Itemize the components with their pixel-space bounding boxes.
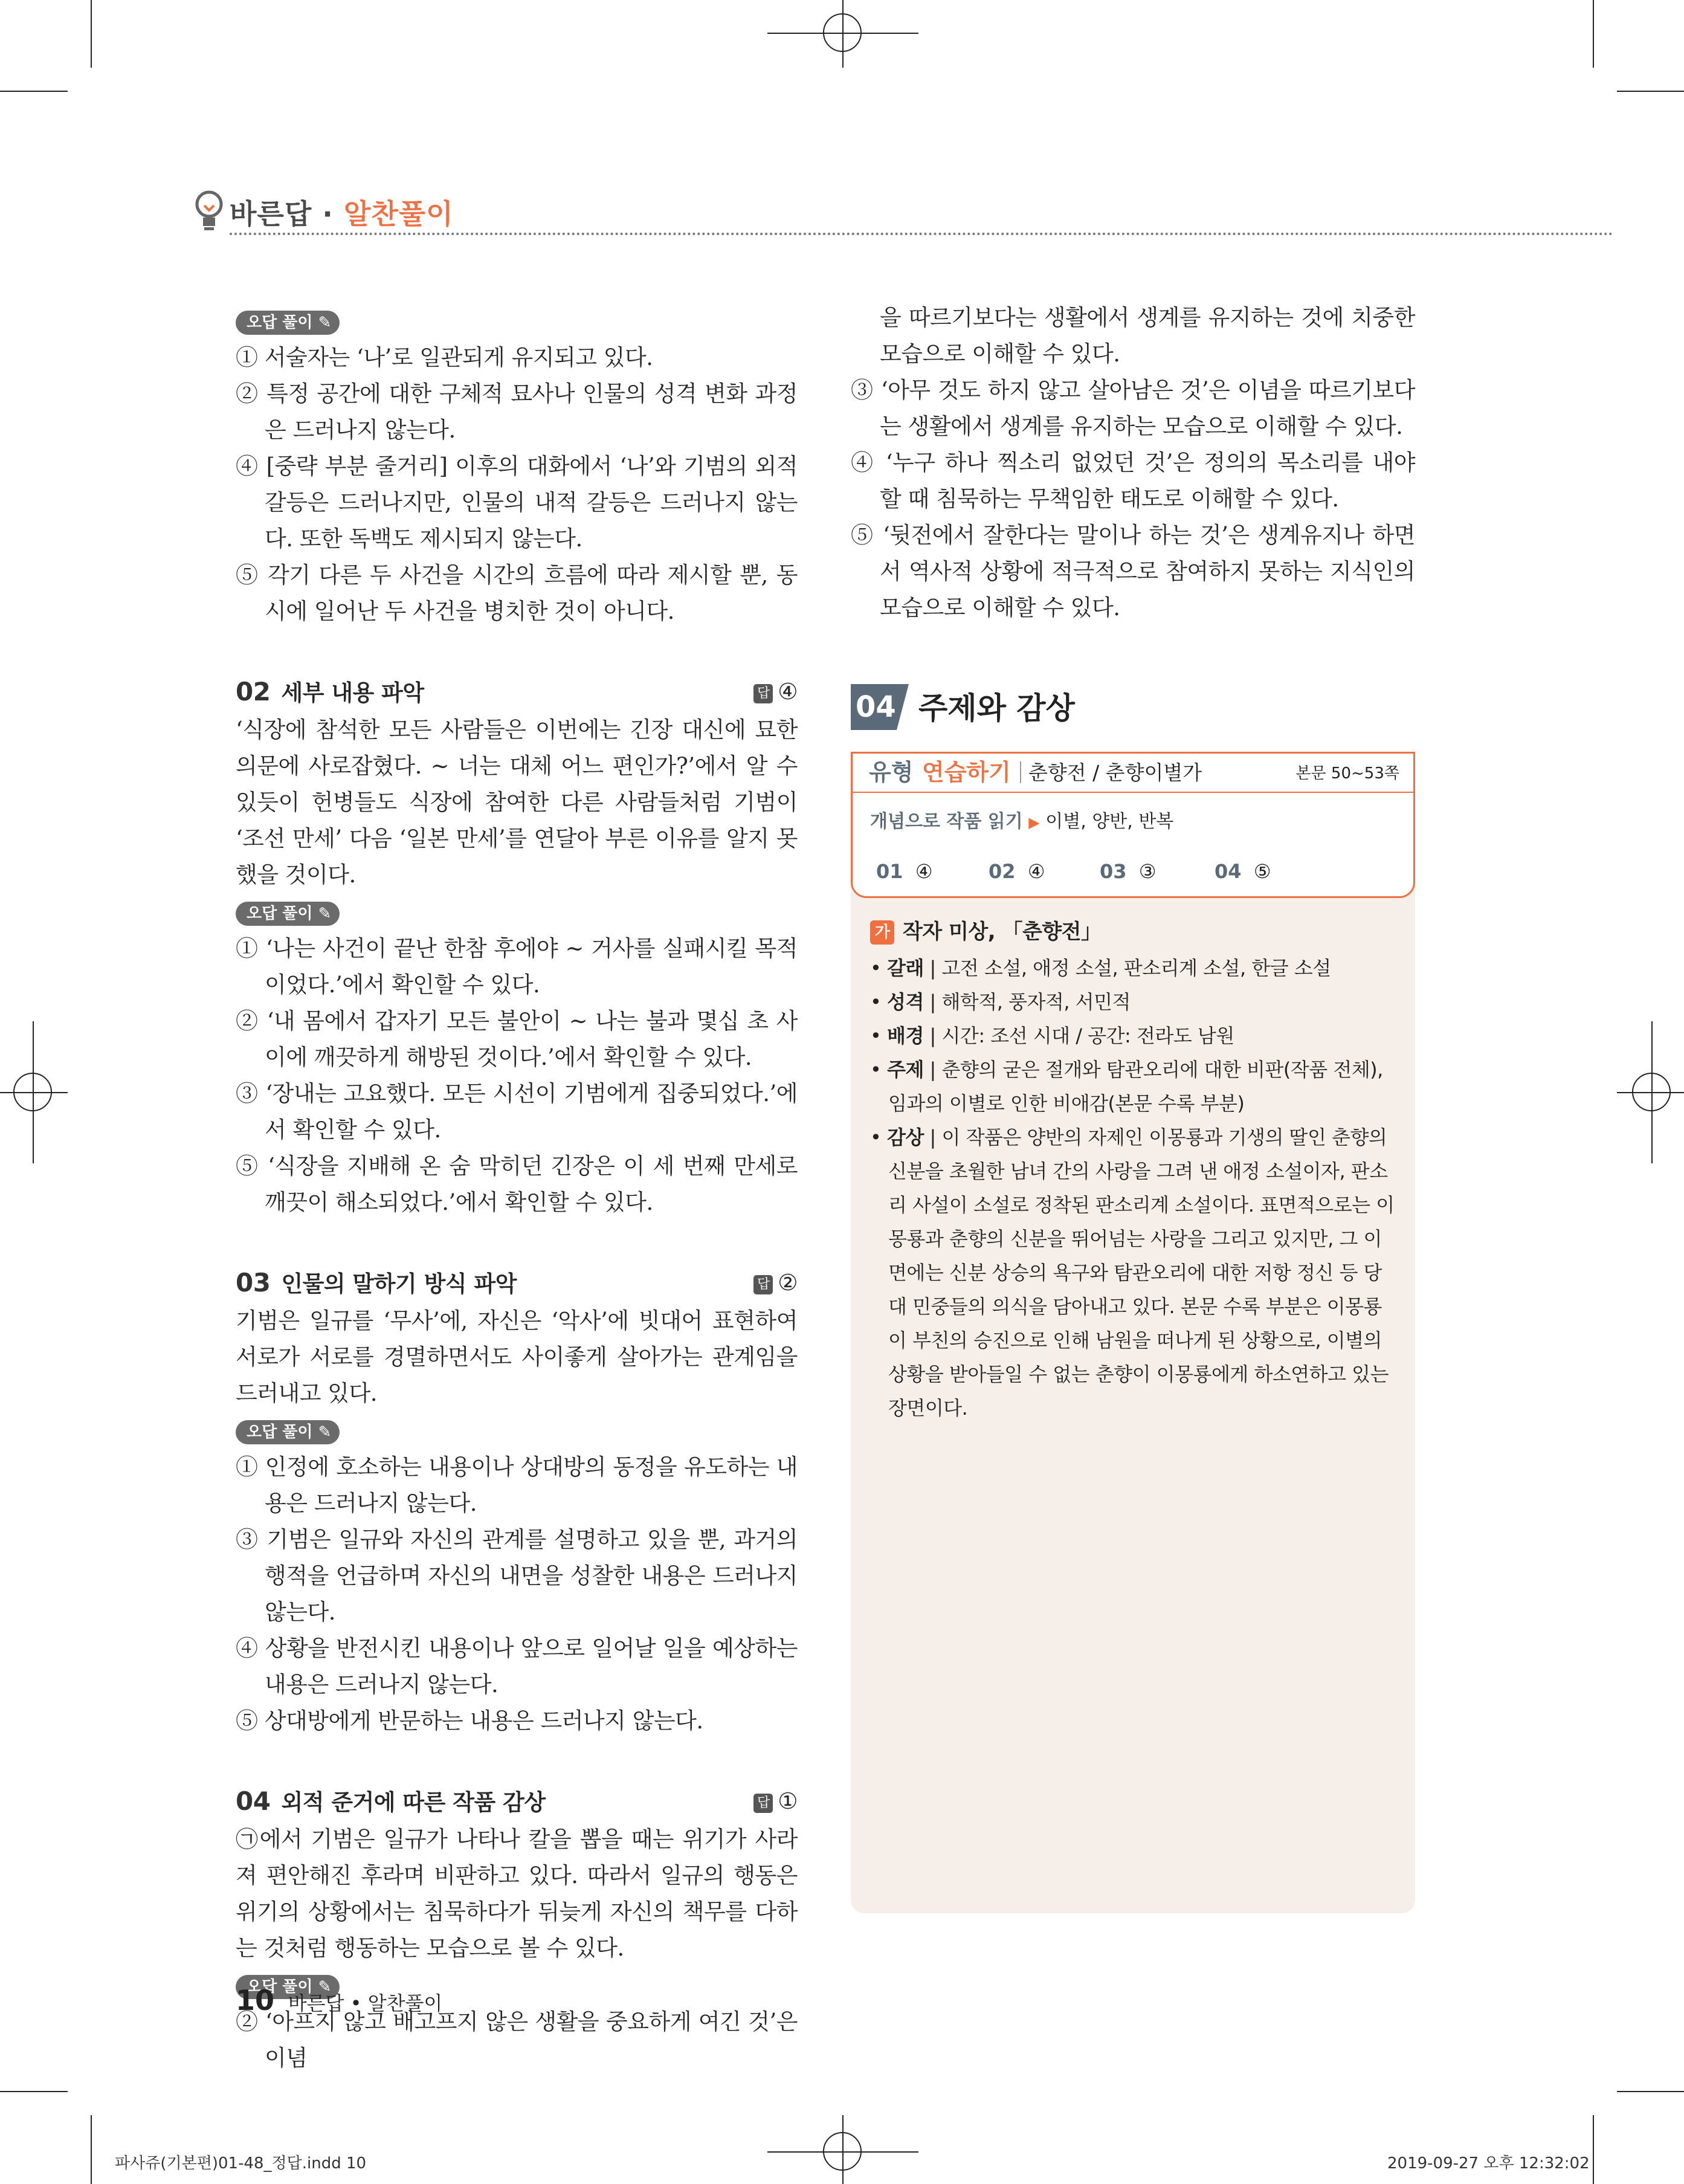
explanation-item: ② ‘아프지 않고 배고프지 않은 생활을 중요하게 여긴 것’은 이념 bbox=[236, 2009, 798, 2071]
explanation-item: 을 따르기보다는 생활에서 생계를 유지하는 것에 치중한 모습으로 이해할 수 있다. bbox=[880, 305, 1415, 367]
item-value: 해학적, 풍자적, 서민적 bbox=[941, 990, 1131, 1013]
badge-label: 오답 풀이 bbox=[247, 1978, 313, 1996]
crop-mark bbox=[91, 2115, 92, 2184]
item-value: 시간: 조선 시대 / 공간: 전라도 남원 bbox=[941, 1024, 1234, 1047]
tab-divider bbox=[1020, 761, 1021, 783]
concept-value: 이별, 양반, 반복 bbox=[1045, 811, 1174, 832]
answer-num: 04 bbox=[1215, 860, 1242, 883]
answer-marker bbox=[753, 1782, 798, 1821]
explanation-item: ④ ‘누구 하나 찍소리 없었던 것’은 정의의 목소리를 내야 할 때 침묵하는 무책임한 태도로 이해할 수 있다. bbox=[851, 450, 1415, 512]
badge-label: 오답 풀이 bbox=[247, 314, 313, 332]
right-column-top bbox=[851, 300, 1415, 626]
wrong-answer-badge: 오답 풀이 ✎ bbox=[236, 311, 340, 335]
header-title-sep: · bbox=[312, 198, 344, 230]
tab-works: 춘향전 / 춘향이별가 bbox=[1028, 761, 1202, 784]
explanation-item: ① ‘나는 사건이 끝난 한참 후에야 ~ 거사를 실패시킬 목적이었다.’에서 확인할 수 있다. bbox=[236, 935, 798, 998]
tab-pages: 본문 50~53쪽 bbox=[1295, 764, 1399, 783]
crop-mark bbox=[767, 33, 918, 34]
item-value: 고전 소설, 애정 소설, 판소리계 소설, 한글 소설 bbox=[941, 957, 1331, 980]
explanation-item: ③ 기범은 일규와 자신의 관계를 설명하고 있을 뿐, 과거의 행적을 언급하며 자신의 내면을 성찰한 내용은 드러나지 않는다. bbox=[236, 1527, 798, 1625]
explanation-item: ② 특정 공간에 대한 구체적 묘사나 인물의 성격 변화 과정은 드러나지 않는다. bbox=[236, 381, 798, 443]
triangle-icon: ▶ bbox=[1028, 814, 1040, 831]
wrong-answer-badge: 오답 풀이 ✎ bbox=[236, 902, 340, 926]
concept-label: 개념으로 작품 읽기 bbox=[870, 811, 1023, 832]
wrong-answer-badge: 오답 풀이 ✎ bbox=[236, 1420, 340, 1444]
slug-date: 2019-09-27 오후 12:32:02 bbox=[1387, 2154, 1590, 2173]
item-key: 배경 bbox=[887, 1024, 924, 1047]
answer-marker bbox=[753, 672, 798, 712]
answer-num: 03 bbox=[1100, 860, 1127, 883]
explanation-item: ① 서술자는 ‘나’로 일관되게 유지되고 있다. bbox=[236, 344, 653, 370]
work-item: • 배경 | 시간: 조선 시대 / 공간: 전라도 남원 bbox=[870, 1024, 1234, 1047]
item-value: 춘향의 굳은 절개와 탐관오리에 대한 비판(작품 전체), 임과의 이별로 인한 비애감(본문 수록 부분) bbox=[888, 1058, 1383, 1115]
answer-num: 02 bbox=[989, 860, 1016, 883]
crop-mark bbox=[1593, 0, 1594, 68]
answer-choice: ④ bbox=[915, 860, 933, 883]
badge-label: 오답 풀이 bbox=[247, 1423, 313, 1441]
explanation-item: ⑤ 상대방에게 반문하는 내용은 드러나지 않는다. bbox=[236, 1708, 703, 1734]
wrong-answer-badge: 오답 풀이 ✎ bbox=[236, 1975, 340, 1999]
answer-choice: ③ bbox=[1138, 860, 1157, 883]
crop-mark bbox=[0, 91, 68, 92]
explanation-body: 기범은 일규를 ‘무사’에, 자신은 ‘악사’에 빗대어 표현하여 서로가 서로를 경멸하면서도 사이좋게 살아가는 관계임을 드러내고 있다. bbox=[236, 1308, 798, 1406]
question-number: 03 bbox=[236, 1268, 271, 1297]
question-heading bbox=[236, 1263, 798, 1303]
crop-mark bbox=[91, 0, 92, 68]
section-heading bbox=[851, 684, 1415, 732]
work-tag: 가 bbox=[870, 920, 894, 945]
answer-label: 답 bbox=[753, 684, 773, 703]
crop-mark bbox=[1617, 2091, 1684, 2092]
answer-value: ④ bbox=[778, 679, 798, 705]
answer-value: ② bbox=[778, 1270, 798, 1296]
item-key: 감상 bbox=[887, 1126, 924, 1149]
question-heading bbox=[236, 1782, 798, 1821]
footer-label: 바른답 • 알찬풀이 bbox=[288, 1992, 443, 2015]
question-number: 04 bbox=[236, 1786, 271, 1816]
crop-mark bbox=[1617, 91, 1684, 92]
explanation-item: ⑤ 각기 다른 두 사건을 시간의 흐름에 따라 제시할 뿐, 동시에 일어난 두 사건을 병치한 것이 아니다. bbox=[236, 562, 798, 624]
crop-mark bbox=[1593, 2115, 1594, 2184]
explanation-item: ⑤ ‘식장을 지배해 온 숨 막히던 긴장은 이 세 번째 만세로 깨끗이 해소되었다.’에서 확인할 수 있다. bbox=[236, 1153, 798, 1215]
work-item: • 갈래 | 고전 소설, 애정 소설, 판소리계 소설, 한글 소설 bbox=[870, 957, 1331, 980]
crop-mark bbox=[767, 2151, 918, 2153]
item-key: 갈래 bbox=[887, 957, 924, 980]
section-number: 04 bbox=[856, 690, 896, 724]
crop-mark bbox=[1617, 1092, 1684, 1093]
answer-choice: ④ bbox=[1027, 860, 1045, 883]
tab-label-type: 유형 bbox=[869, 759, 914, 786]
item-key: 성격 bbox=[887, 990, 924, 1013]
crop-mark bbox=[842, 0, 844, 68]
work-item: • 감상 | 이 작품은 양반의 자제인 이몽룡과 기생의 딸인 춘향의 신분을 초월한 남녀 간의 사랑을 그려 낸 애정 소설이자, 판소리 사설이 소설로 정착된 판소리계 소설이다. 표면적으로는 이몽룡과 춘향의 신분을 뛰어넘는 사랑을 그리고 있지만, 그 이면에는 신분 상승의 욕구와 탐관오리에 대한 저항 정신 등 당대 민중들의 의식을 담아내고 있다. 본문 수록 부분은 이몽룡이 부친의 승진으로 인해 남원을 떠나게 된 상황으로, 이별의 상황을 받아들일 수 없는 춘향이 이몽룡에게 하소연하고 있는 장면이다. bbox=[870, 1126, 1395, 1420]
header-divider bbox=[230, 233, 1613, 235]
explanation-item: ⑤ ‘뒷전에서 잘한다는 말이나 하는 것’은 생계유지나 하면서 역사적 상황에 적극적으로 참여하지 못하는 지식인의 모습으로 이해할 수 있다. bbox=[851, 522, 1415, 621]
question-number: 02 bbox=[236, 677, 271, 706]
slug-filename: 파사쥬(기본편)01-48_정답.indd 10 bbox=[115, 2154, 367, 2173]
work-item: • 주제 | 춘향의 굳은 절개와 탐관오리에 대한 비판(작품 전체), 임과의 이별로 인한 비애감(본문 수록 부분) bbox=[870, 1058, 1383, 1115]
header-title-part: 알찬풀이 bbox=[343, 198, 454, 230]
explanation-item: ④ [중략 부분 줄거리] 이후의 대화에서 ‘나’와 기범의 외적 갈등은 드러나지만, 인물의 내적 갈등은 드러나지 않는다. 또한 독백도 제시되지 않는다. bbox=[236, 453, 798, 552]
answer-label: 답 bbox=[753, 1794, 773, 1813]
concept-reading bbox=[870, 809, 1173, 836]
item-key: 주제 bbox=[887, 1058, 924, 1081]
page-number: 10 bbox=[236, 1984, 275, 2017]
crop-mark bbox=[0, 2091, 68, 2092]
explanation-item: ④ 상황을 반전시킨 내용이나 앞으로 일어날 일을 예상하는 내용은 드러나지 않는다. bbox=[236, 1635, 798, 1698]
answer-value: ① bbox=[778, 1788, 798, 1814]
crop-mark bbox=[842, 2115, 844, 2184]
tab-label-practice: 연습하기 bbox=[922, 759, 1011, 786]
practice-tab bbox=[851, 752, 1415, 793]
work-ga bbox=[870, 915, 1399, 1425]
work-item: • 성격 | 해학적, 풍자적, 서민적 bbox=[870, 990, 1131, 1013]
question-title: 외적 준거에 따른 작품 감상 bbox=[281, 1789, 546, 1815]
explanation-body: ‘식장에 참석한 모든 사람들은 이번에는 긴장 대신에 묘한 의문에 사로잡혔다. ~ 너는 대체 어느 편인가?’에서 알 수 있듯이 헌병들도 식장에 참여한 다른 사람들처럼 기범이 ‘조선 만세’ 다음 ‘일본 만세’를 연달아 부른 이유를 알지 못했을 것이다. bbox=[236, 717, 798, 888]
question-heading bbox=[236, 672, 798, 712]
badge-label: 오답 풀이 bbox=[247, 905, 313, 923]
left-column bbox=[236, 302, 798, 2076]
page-footer bbox=[236, 1982, 442, 2021]
answer-num: 01 bbox=[876, 860, 903, 883]
question-title: 세부 내용 파악 bbox=[281, 680, 424, 706]
section-title: 주제와 감상 bbox=[918, 691, 1075, 726]
crop-mark bbox=[0, 1092, 68, 1093]
item-value: 이 작품은 양반의 자제인 이몽룡과 기생의 딸인 춘향의 신분을 초월한 남녀 간의 사랑을 그려 낸 애정 소설이자, 판소리 사설이 소설로 정착된 판소리계 소설이다. 표면적으로는 이몽룡과 춘향의 신분을 뛰어넘는 사랑을 그리고 있지만, 그 이면에는 신분 상승의 욕구와 탐관오리에 대한 저항 정신 등 당대 민중들의 의식을 담아내고 있다. 본문 수록 부분은 이몽룡이 부친의 승진으로 인해 남원을 떠나게 된 상황으로, 이별의 상황을 받아들일 수 없는 춘향이 이몽룡에게 하소연하고 있는 장면이다. bbox=[888, 1126, 1395, 1420]
explanation-body: ㉠에서 기범은 일규가 나타나 칼을 뽑을 때는 위기가 사라져 편안해진 후라며 비판하고 있다. 따라서 일규의 행동은 위기의 상황에서는 침묵하다가 뒤늦게 자신의 책무를 다하는 것처럼 행동하는 모습으로 볼 수 있다. bbox=[236, 1826, 798, 1961]
explanation-item: ① 인정에 호소하는 내용이나 상대방의 동정을 유도하는 내용은 드러나지 않는다. bbox=[236, 1454, 798, 1516]
explanation-item: ③ ‘아무 것도 하지 않고 살아남은 것’은 이념을 따르기보다는 생활에서 생계를 유지하는 모습으로 이해할 수 있다. bbox=[851, 377, 1415, 439]
explanation-item: ② ‘내 몸에서 갑자기 모든 불안이 ~ 나는 불과 몇십 초 사이에 깨끗하게 해방된 것이다.’에서 확인할 수 있다. bbox=[236, 1008, 798, 1070]
answer-marker bbox=[753, 1263, 798, 1303]
answer-choice: ⑤ bbox=[1253, 860, 1271, 883]
answer-label: 답 bbox=[753, 1275, 773, 1294]
work-title-text: 작자 미상, 「춘향전」 bbox=[903, 920, 1102, 944]
question-title: 인물의 말하기 방식 파악 bbox=[281, 1271, 517, 1297]
lightbulb-icon bbox=[191, 189, 227, 232]
work-title bbox=[870, 915, 1399, 949]
page-header-title bbox=[230, 192, 454, 232]
header-title-part: 바른답 bbox=[230, 198, 312, 230]
explanation-item: ③ ‘장내는 고요했다. 모든 시선이 기범에게 집중되었다.’에서 확인할 수 있다. bbox=[236, 1081, 798, 1143]
